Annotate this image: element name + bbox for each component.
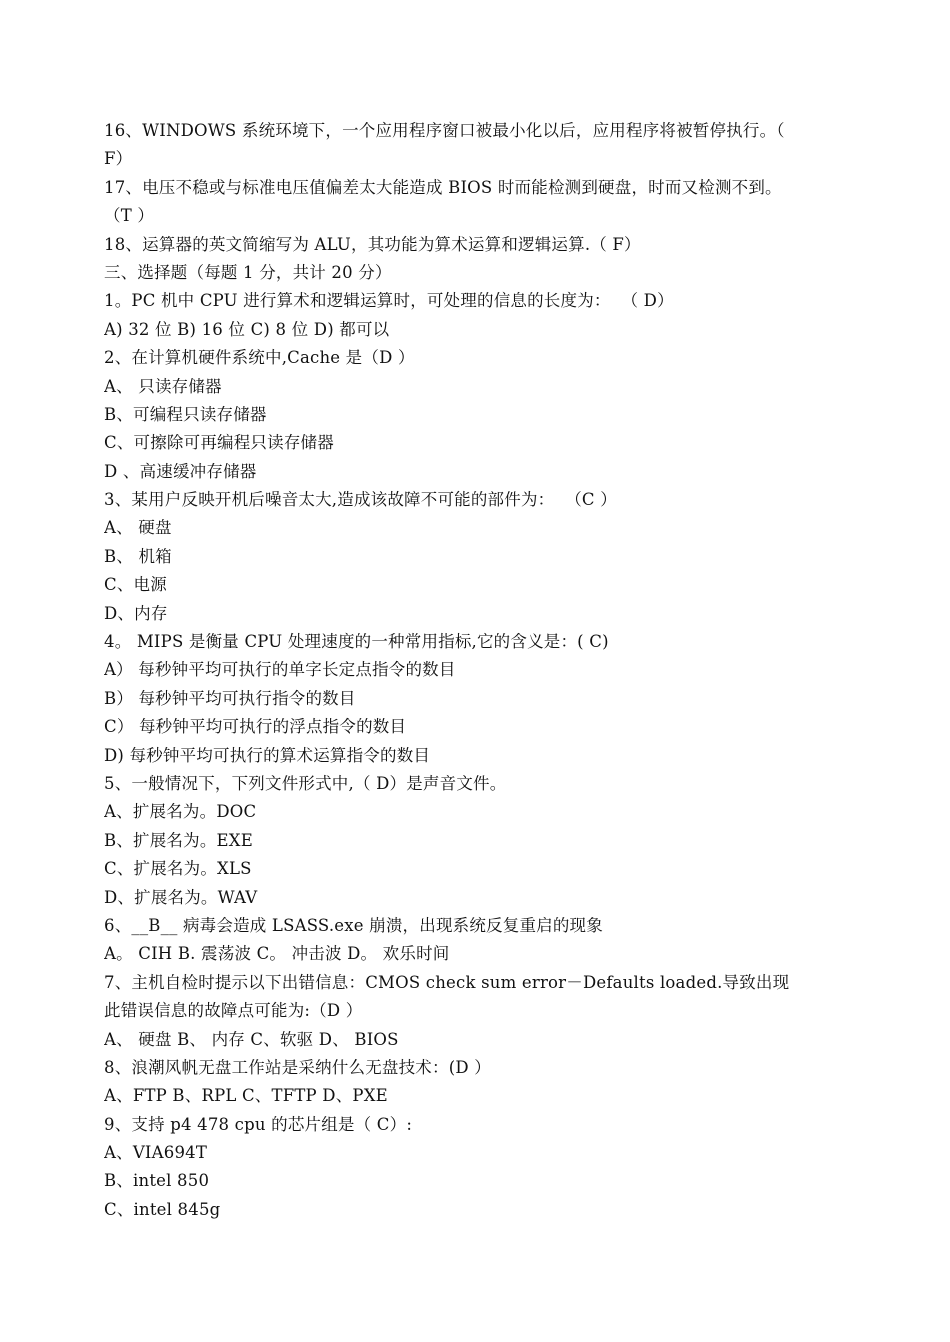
document-line: A） 每秒钟平均可执行的单字长定点指令的数目: [104, 660, 456, 680]
document-line: C、intel 845g: [104, 1199, 221, 1219]
document-line: 4。 MIPS 是衡量 CPU 处理速度的一种常用指标,它的含义是：( C): [104, 632, 609, 652]
document-line: A、扩展名为。DOC: [104, 802, 257, 822]
document-line: A、VIA694T: [104, 1143, 208, 1163]
document-line: A、FTP B、RPL C、TFTP D、PXE: [104, 1086, 388, 1106]
document-line: A、 只读存储器: [104, 376, 222, 396]
document-line: 16、WINDOWS 系统环境下，一个应用程序窗口被最小化以后，应用程序将被暂停执行。（: [104, 121, 785, 140]
document-line: 17、电压不稳或与标准电压值偏差太大能造成 BIOS 时而能检测到硬盘，时而又检测不到。: [104, 177, 782, 197]
document-line: 三、选择题（每题 1 分，共计 20 分）: [104, 262, 392, 282]
document-line: B、 机箱: [104, 546, 172, 566]
document-line: A、 硬盘: [104, 518, 172, 538]
document-line: 1。PC 机中 CPU 进行算术和逻辑运算时，可处理的信息的长度为： （ D）: [104, 291, 674, 311]
document-line: A。 CIH B. 震荡波 C。 冲击波 D。 欢乐时间: [104, 944, 450, 964]
document-body: [104, 117, 850, 1224]
document-line: A) 32 位 B) 16 位 C) 8 位 D) 都可以: [104, 319, 390, 339]
document-line: B） 每秒钟平均可执行指令的数目: [104, 688, 356, 708]
document-line: C、扩展名为。XLS: [104, 859, 252, 879]
document-line: C、电源: [104, 575, 167, 595]
document-line: D、内存: [104, 603, 168, 623]
document-line: 6、__B__ 病毒会造成 LSASS.exe 崩溃，出现系统反复重启的现象: [104, 915, 603, 935]
document-line: A、 硬盘 B、 内存 C、软驱 D、 BIOS: [104, 1029, 399, 1049]
document-line: B、可编程只读存储器: [104, 404, 267, 424]
document-line: B、扩展名为。EXE: [104, 830, 253, 850]
document-line: 9、支持 p4 478 cpu 的芯片组是（ C）:: [104, 1114, 413, 1134]
document-line: C、可擦除可再编程只读存储器: [104, 433, 334, 453]
document-line: 18、运算器的英文简缩写为 ALU，其功能为算术运算和逻辑运算.（ F）: [104, 234, 641, 254]
document-line: D、扩展名为。WAV: [104, 887, 258, 907]
document-line: C） 每秒钟平均可执行的浮点指令的数目: [104, 717, 407, 737]
document-line: 7、主机自检时提示以下出错信息：CMOS check sum error－Defaults loaded.导致出现: [104, 972, 790, 992]
document-line: F）: [104, 149, 133, 169]
document-line: D 、高速缓冲存储器: [104, 461, 257, 481]
document-line: 8、浪潮风帆无盘工作站是采纳什么无盘技术：(D ）: [104, 1057, 491, 1077]
document-line: B、intel 850: [104, 1171, 210, 1191]
document-line: 5、一般情况下，下列文件形式中,（ D）是声音文件。: [104, 773, 507, 793]
document-line: 此错误信息的故障点可能为:（D ）: [104, 1001, 363, 1021]
document-line: D) 每秒钟平均可执行的算术运算指令的数目: [104, 745, 431, 765]
document-line: 2、在计算机硬件系统中,Cache 是（D ）: [104, 348, 415, 368]
document-line: 3、某用户反映开机后噪音太大,造成该故障不可能的部件为： （C ）: [104, 490, 617, 510]
document-line: （T ）: [104, 206, 155, 226]
